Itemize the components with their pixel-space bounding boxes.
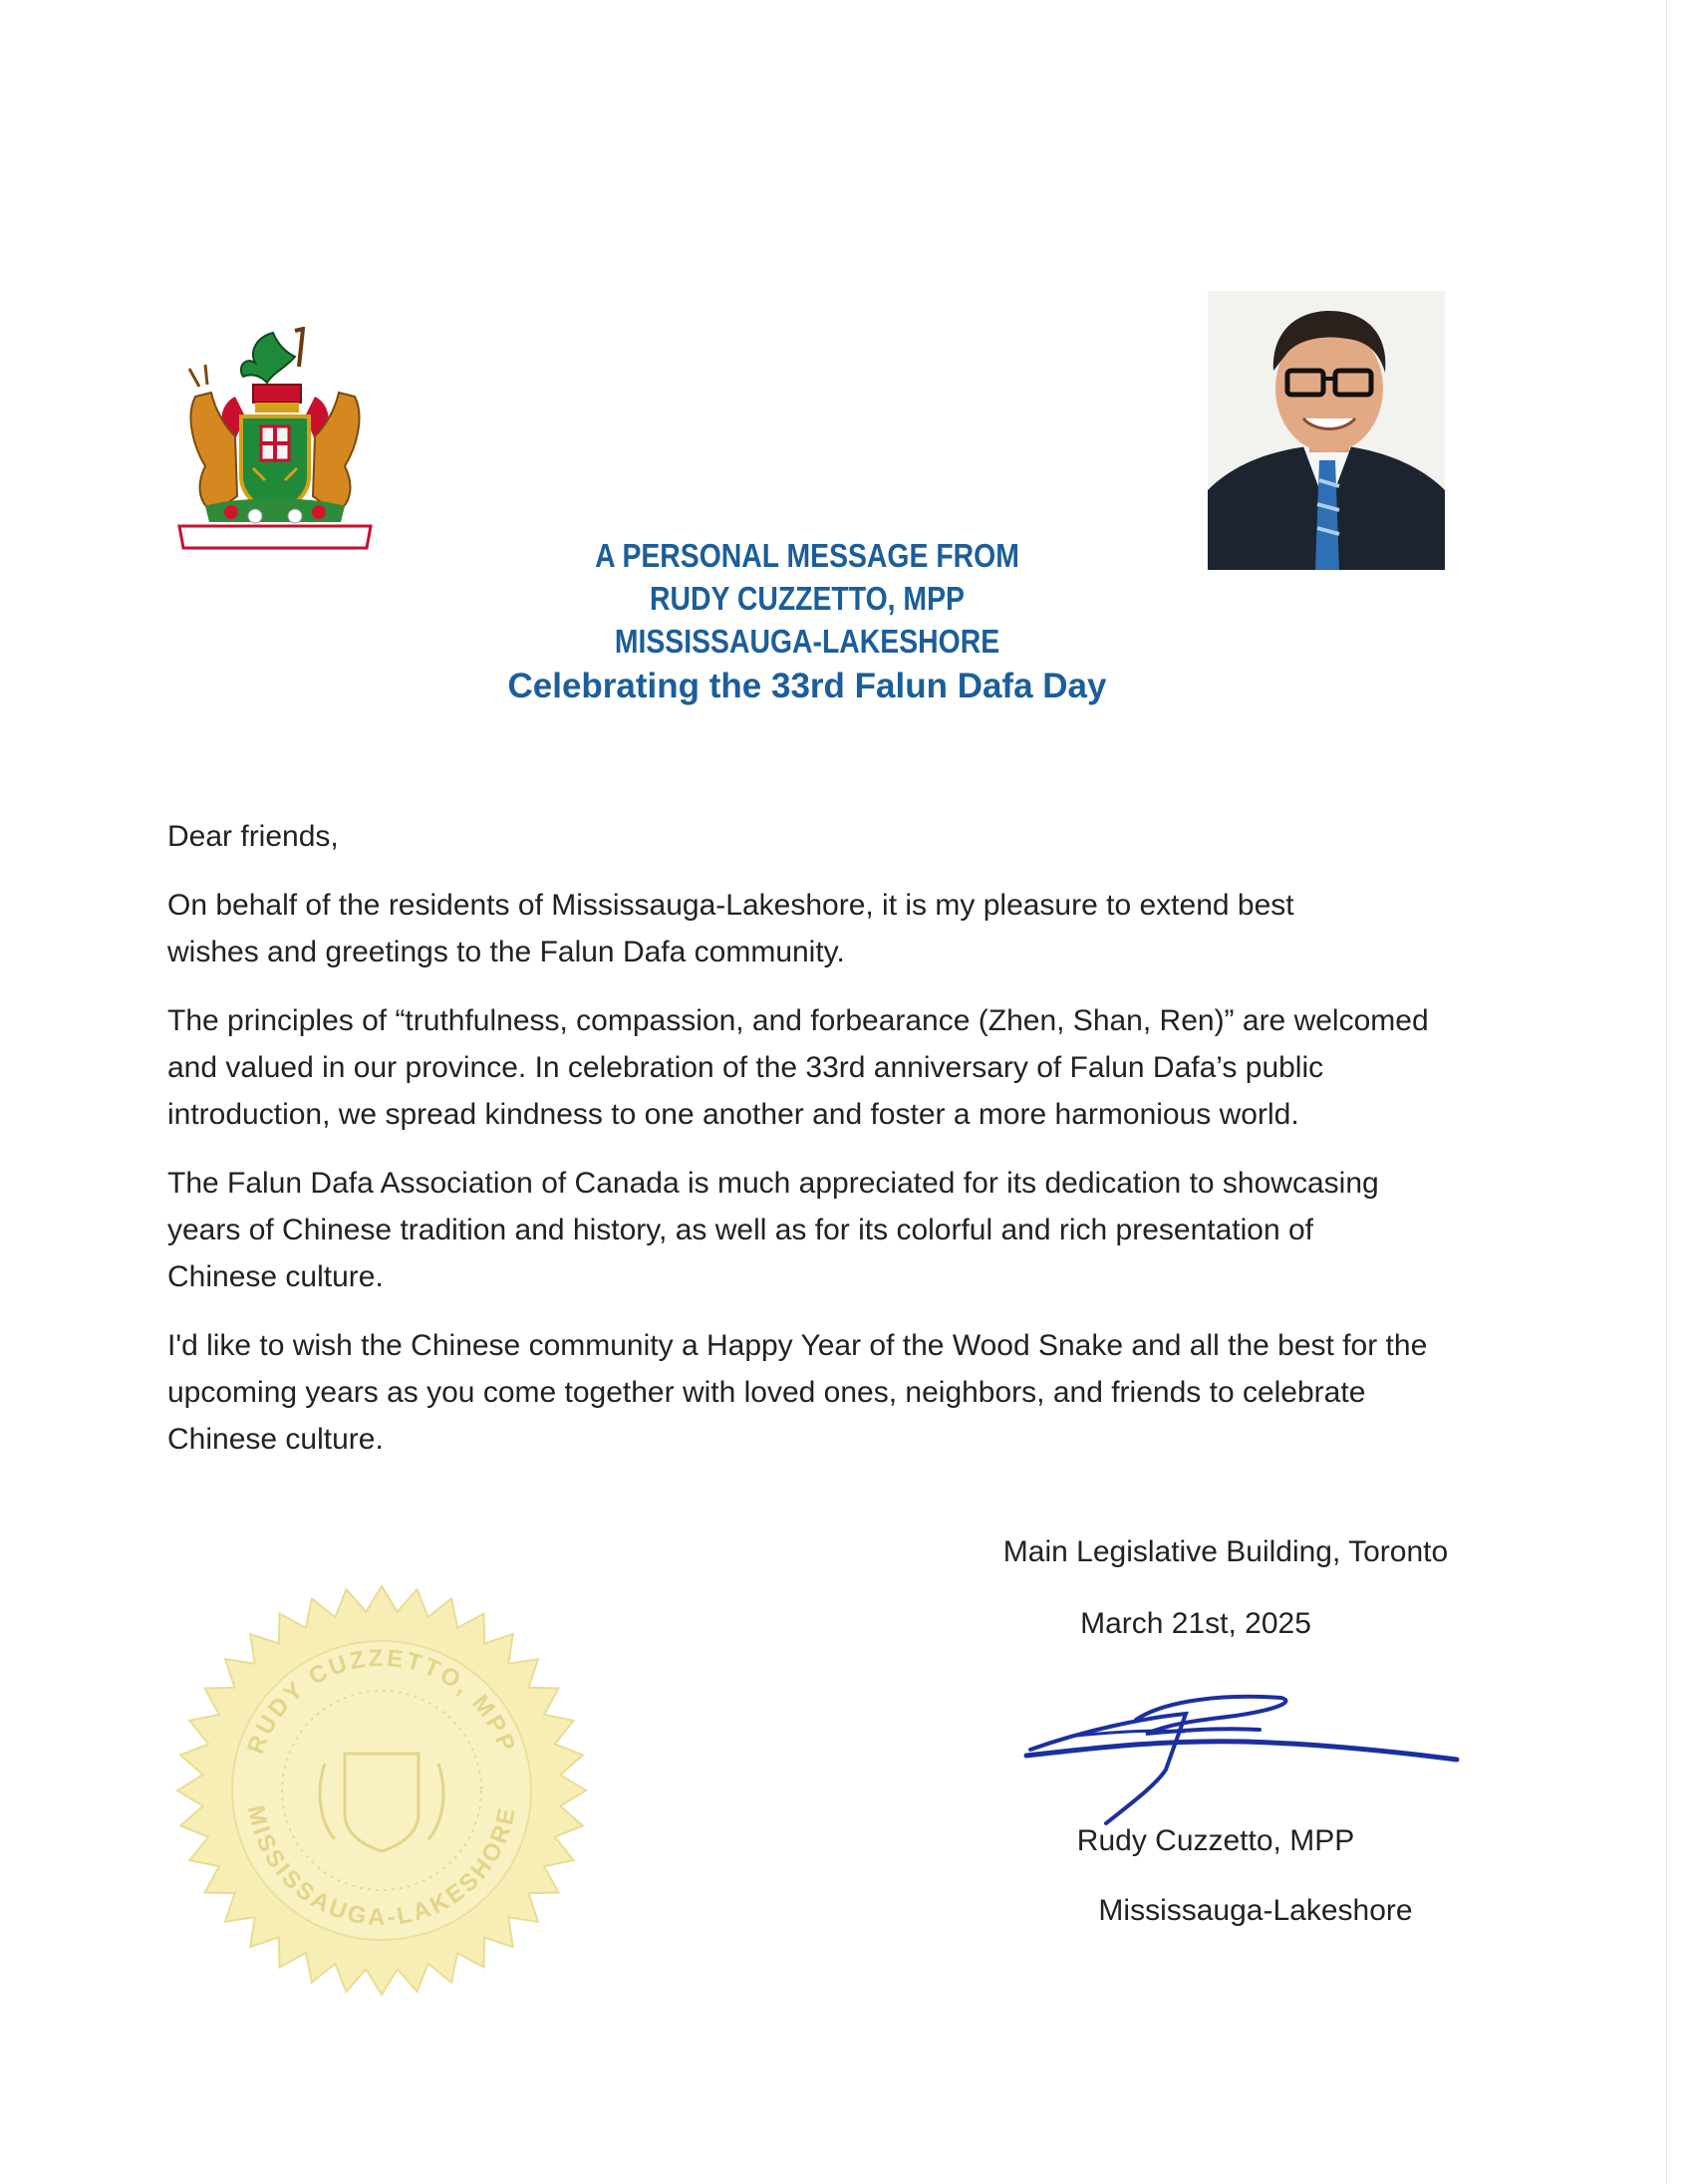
heading-line-1: A PERSONAL MESSAGE FROM [595, 537, 1019, 574]
signature-icon [1016, 1690, 1465, 1829]
paragraph-2: The principles of “truthfulness, compassion, and forbearance (Zhen, Shan, Ren)” are welcomed and valued in our province. In celebration of the 33rd anniversary of Falun Dafa’s public introduction, we spread kindness to one another and foster a more harmonious world. [167, 1004, 1429, 1131]
salutation: Dear friends, [167, 820, 339, 853]
paragraph-3: The Falun Dafa Association of Canada is much appreciated for its dedication to showcasing years of Chinese tradition and history, as well as for its colorful and rich presentation of Chinese culture. [167, 1167, 1379, 1293]
heading-line-2: RUDY CUZZETTO, MPP [650, 580, 965, 617]
paragraph-1: On behalf of the residents of Mississauga-Lakeshore, it is my pleasure to extend best wishes and greetings to the Falun Dafa community. [167, 889, 1294, 968]
closing-name: Rudy Cuzzetto, MPP [1076, 1824, 1355, 1857]
closing-riding: Mississauga-Lakeshore [1098, 1894, 1413, 1927]
heading-subtitle: Celebrating the 33rd Falun Dafa Day [507, 667, 1107, 705]
portrait-photo [1208, 291, 1445, 570]
embossed-seal-icon [175, 1584, 588, 1997]
coat-of-arms-icon [175, 327, 375, 558]
letter-body [167, 813, 1483, 1485]
heading-line-3: MISSISSAUGA-LAKESHORE [614, 623, 1000, 660]
paragraph-4: I'd like to wish the Chinese community a Happy Year of the Wood Snake and all the best for the upcoming years as you come together with loved ones, neighbors, and friends to celebrate Chinese culture. [167, 1329, 1428, 1456]
seal-text-bottom: MISSISSAUGA-LAKESHORE [241, 1802, 522, 1932]
seal-text-top: RUDY CUZZETTO, MPP [242, 1644, 521, 1758]
page-edge [1666, 0, 1667, 2184]
closing-date: March 21st, 2025 [1080, 1607, 1311, 1640]
closing-location: Main Legislative Building, Toronto [1002, 1535, 1449, 1568]
letter-heading [399, 534, 1216, 708]
